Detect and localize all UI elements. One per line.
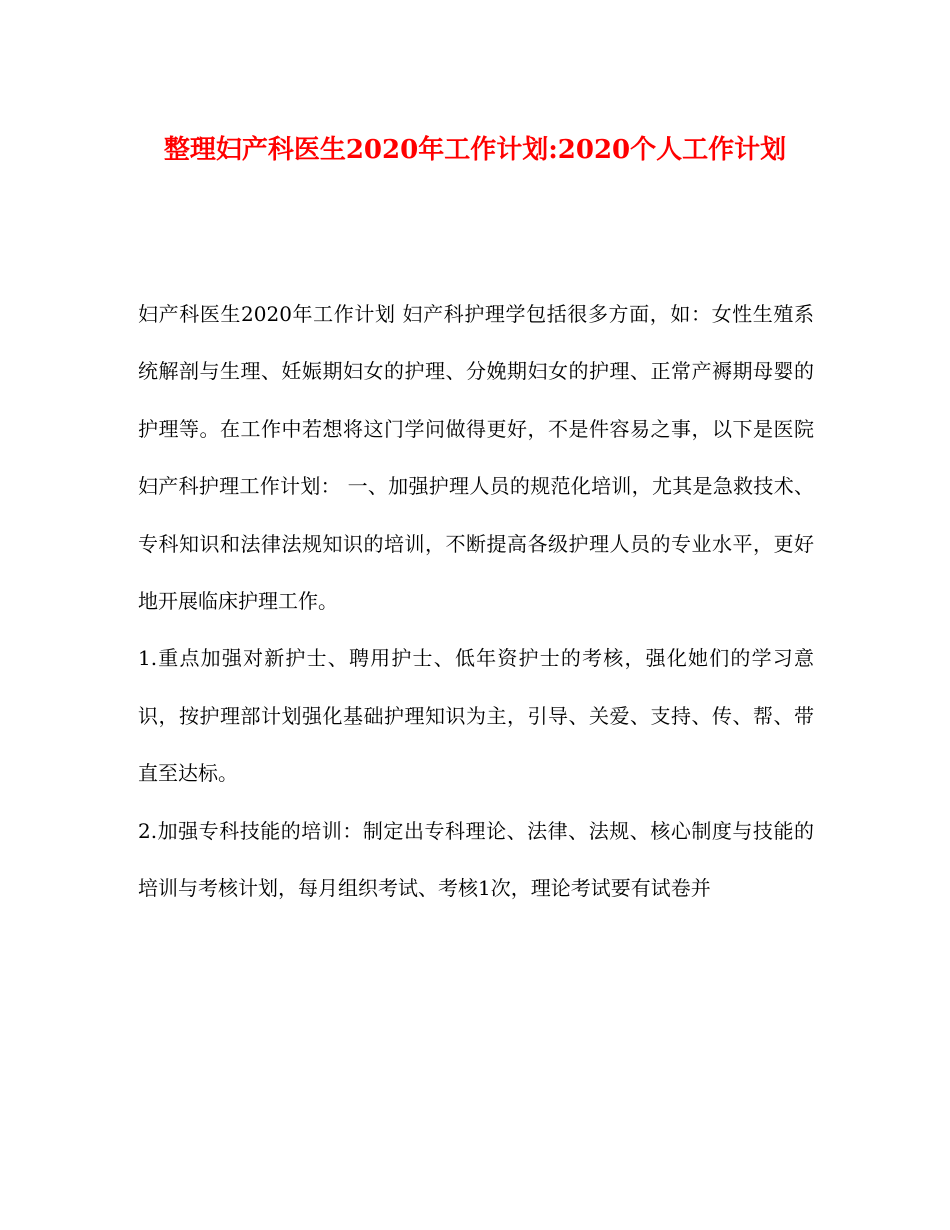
document-title: 整理妇产科医生2020年工作计划:2020个人工作计划 — [163, 135, 787, 165]
document-body — [138, 286, 814, 917]
paragraph-item-2: 2.加强专科技能的培训：制定出专科理论、法律、法规、核心制度与技能的培训与考核计划，每月组织考试、考核1次，理论考试要有试卷并 — [138, 818, 814, 901]
paragraph-item-1: 1.重点加强对新护士、聘用护士、低年资护士的考核，强化她们的学习意识，按护理部计划强化基础护理知识为主，引导、关爱、支持、传、帮、带直至达标。 — [138, 646, 814, 786]
paragraph-intro: 妇产科医生2020年工作计划 妇产科护理学包括很多方面，如：女性生殖系统解剖与生理、妊娠期妇女的护理、分娩期妇女的护理、正常产褥期母婴的护理等。在工作中若想将这门学问做得更好，不是件容易之事，以下是医院妇产科护理工作计划： 一、加强护理人员的规范化培训，尤其是急救技术、专科知识和法律法规知识的培训，不断提高各级护理人员的专业水平，更好地开展临床护理工作。 — [138, 302, 814, 614]
